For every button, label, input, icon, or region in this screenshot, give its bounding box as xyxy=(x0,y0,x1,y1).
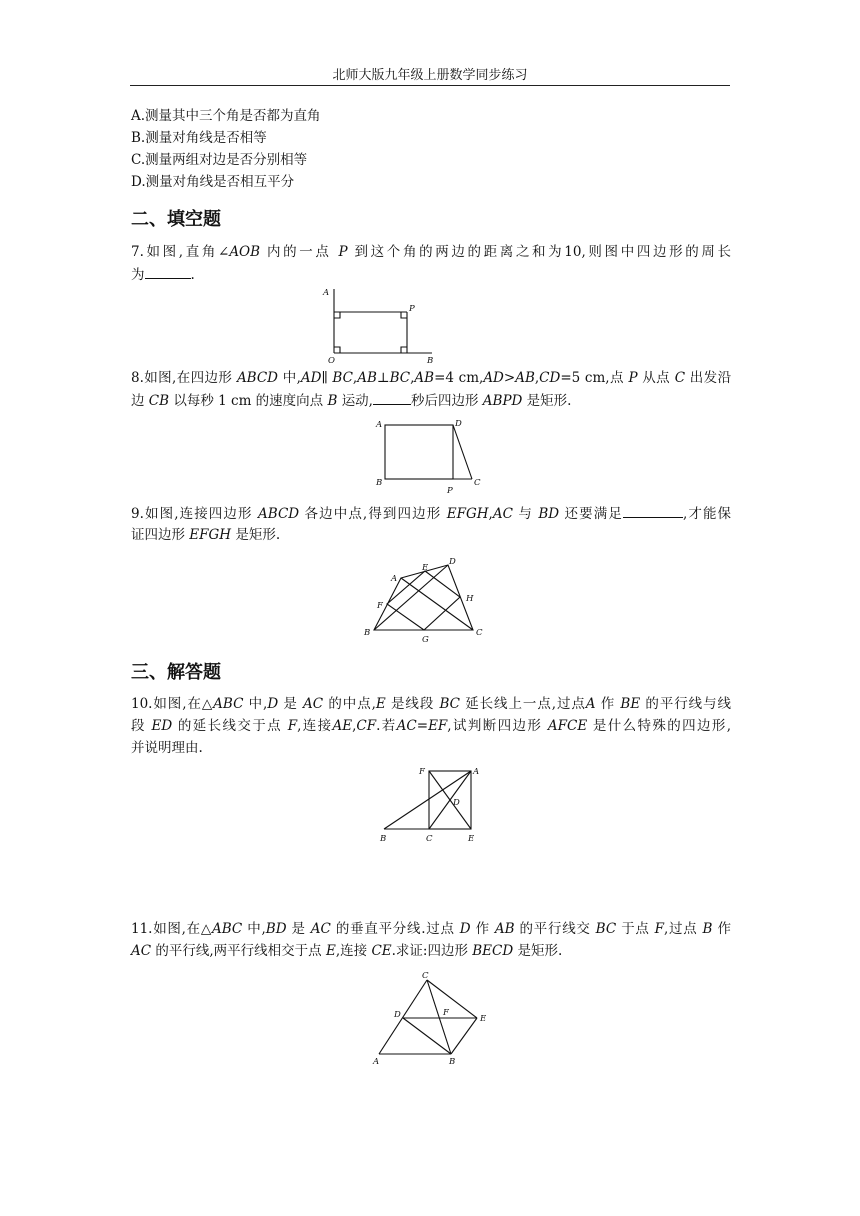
q9-label-d: D xyxy=(449,557,456,567)
q10-line2: 段 ED 的延长线交于点 F,连接AE,CF.若AC=EF,试判断四边形 AFCE 是什么特殊的四边形, xyxy=(131,718,732,734)
q7-label-a: A xyxy=(323,288,330,298)
q11-figure xyxy=(365,968,495,1068)
q8-figure xyxy=(370,414,490,496)
q11-line2: AC 的平行线,两平行线相交于点 E,连接 CE.求证:四边形 BECD 是矩形. xyxy=(131,943,563,959)
q7-answer-blank[interactable] xyxy=(145,264,191,279)
q10-line3: 并说明理由. xyxy=(131,740,203,756)
q9-label-a: A xyxy=(391,574,398,584)
section-title-fill: 二、填空题 xyxy=(131,209,221,230)
q11-label-b: B xyxy=(449,1057,456,1067)
q9-line2: 证四边形 EFGH 是矩形. xyxy=(131,527,281,543)
q9-label-c: C xyxy=(476,628,483,638)
q7-label-p: P xyxy=(409,304,415,314)
q9-line1: 9.如图,连接四边形 ABCD 各边中点,得到四边形 EFGH,AC 与 BD 还要满足 ,才能保 xyxy=(131,503,731,524)
q9-figure xyxy=(360,552,490,648)
q10-label-c: C xyxy=(426,834,433,844)
q9-label-h: H xyxy=(466,594,474,604)
option-b: B.测量对角线是否相等 xyxy=(131,130,267,146)
section-title-answer: 三、解答题 xyxy=(131,662,221,683)
q8-line2: 边 CB 以每秒 1 cm 的速度向点 B 运动, 秒后四边形 ABPD 是矩形. xyxy=(131,390,731,411)
q9-label-f: F xyxy=(377,601,383,611)
q10-label-b: B xyxy=(380,834,387,844)
header-rule xyxy=(130,85,730,86)
q10-label-e: E xyxy=(468,834,475,844)
q9-label-e: E xyxy=(422,563,429,573)
q11-label-c: C xyxy=(422,971,429,981)
q8-label-b: B xyxy=(376,478,383,488)
page-header: 北师大版九年级上册数学同步练习 xyxy=(332,68,528,83)
option-d: D.测量对角线是否相互平分 xyxy=(131,174,295,190)
q8-label-a: A xyxy=(376,420,383,430)
q7-label-o: O xyxy=(328,356,335,366)
q11-label-a: A xyxy=(373,1057,380,1067)
q11-label-d: D xyxy=(394,1010,401,1020)
q10-label-f: F xyxy=(419,767,425,777)
q8-label-p: P xyxy=(447,486,453,496)
q9-label-b: B xyxy=(364,628,371,638)
q7-line1: 7.如图,直角∠AOB 内的一点 P 到这个角的两边的距离之和为10,则图中四边形的周长 xyxy=(131,244,732,260)
q7-label-b: B xyxy=(427,356,434,366)
q10-label-d: D xyxy=(453,798,460,808)
option-c: C.测量两组对边是否分别相等 xyxy=(131,152,308,168)
q8-line1: 8.如图,在四边形 ABCD 中,AD∥ BC,AB⊥BC,AB=4 cm,AD>AB,CD=5 cm,点 P 从点 C 出发沿 xyxy=(131,370,732,386)
q10-figure xyxy=(372,762,484,848)
q7-line2: 为 . xyxy=(131,264,731,285)
option-a: A.测量其中三个角是否都为直角 xyxy=(131,108,321,124)
q9-answer-blank[interactable] xyxy=(623,503,683,518)
q10-label-a: A xyxy=(473,767,480,777)
q11-label-f: F xyxy=(443,1008,449,1018)
q11-line1: 11.如图,在△ABC 中,BD 是 AC 的垂直平分线.过点 D 作 AB 的平行线交 BC 于点 F,过点 B 作 xyxy=(131,921,731,937)
q9-label-g: G xyxy=(422,635,429,645)
q11-label-e: E xyxy=(480,1014,487,1024)
q10-line1: 10.如图,在△ABC 中,D 是 AC 的中点,E 是线段 BC 延长线上一点,过点A 作 BE 的平行线与线 xyxy=(131,696,732,712)
q8-label-c: C xyxy=(474,478,481,488)
q7-figure xyxy=(320,285,440,365)
q8-label-d: D xyxy=(455,419,462,429)
q8-answer-blank[interactable] xyxy=(373,390,411,405)
